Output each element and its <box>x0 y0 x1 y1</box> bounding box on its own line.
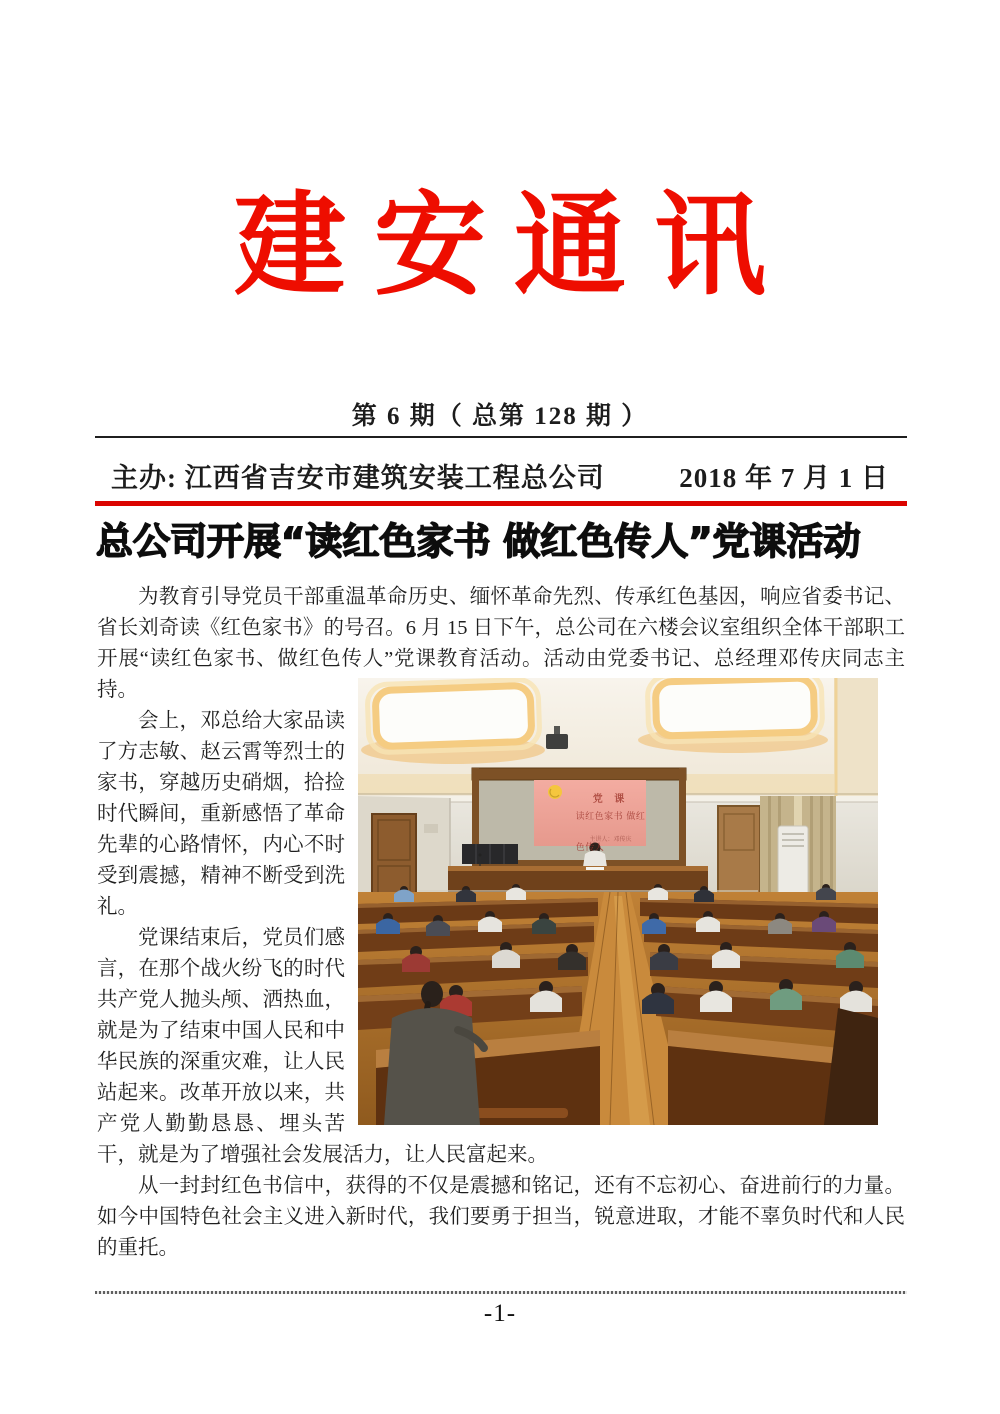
ceiling-light-right <box>647 678 823 742</box>
paragraph-1-text: 为教育引导党员干部重温革命历史、缅怀革命先烈、传承红色基因，响应省委书记、省长刘奇读《红色家书》的号召。6 月 15 日下午，总公司在六楼会议室组织全体干部职工开展“读红色家书、做红色传人”党课教育活动。活动由党委书记、总经理邓传庆同志 <box>97 586 905 670</box>
paragraph-2: 会上，邓总给大家品读了方志敏、赵云霄等烈士的家书，穿越历史硝烟，拾捡时代瞬间，重新感悟了革命先辈的心路情怀，内心不时受到震撼，精神不断受到洗礼。 <box>97 710 345 918</box>
header-top-rule <box>95 436 907 438</box>
publisher: 主办: 江西省吉安市建筑安装工程总公司 <box>111 463 605 493</box>
photo-banner-speaker: 主讲人：邓传庆 <box>589 836 632 843</box>
meeting-photo <box>358 678 878 1125</box>
ceiling-light-left <box>367 679 540 753</box>
photo-banner-subtitle: 读红色家书 做红色传人 <box>575 812 646 853</box>
page-title: 建 安 通 讯 <box>234 185 766 309</box>
projector <box>546 734 568 749</box>
publisher-row <box>97 456 905 495</box>
issue-line: 第 6 期（ 总第 128 期 ） <box>351 403 649 430</box>
page-number: -1- <box>483 1300 517 1327</box>
foreground-woman <box>421 981 443 1007</box>
paragraph-3: 党课结束后，党员们感言，在那个战火纷飞的时代共产党人抛头颅、洒热血，就是为了结束中国人民和中华民族的深重灾难，让人民站起来。改革开放以来，共产党人勤勤恳恳、埋头苦干，就是为了增强社会发展活力，让人民富起来。 <box>97 927 548 1166</box>
footer-rule <box>95 1291 907 1294</box>
paragraph-1-tail: 主持。 <box>97 648 905 701</box>
issue-date: 2018 年 7 月 1 日 <box>679 463 889 493</box>
rostrum-desk <box>448 871 708 891</box>
wall-sign <box>424 824 438 833</box>
meeting-photo-graphic <box>358 678 878 1125</box>
article-headline: 总公司开展“读红色家书 做红色传人”党课活动 <box>96 520 861 563</box>
article-body <box>97 582 905 1264</box>
paragraph-4: 从一封封红色书信中，获得的不仅是震撼和铭记，还有不忘初心、奋进前行的力量。如今中国特色社会主义进入新时代，我们要勇于担当，锐意进取，才能不辜负时代和人民的重托。 <box>97 1175 905 1259</box>
photo-banner-title: 党 课 <box>592 794 629 805</box>
header-red-rule <box>95 501 907 506</box>
